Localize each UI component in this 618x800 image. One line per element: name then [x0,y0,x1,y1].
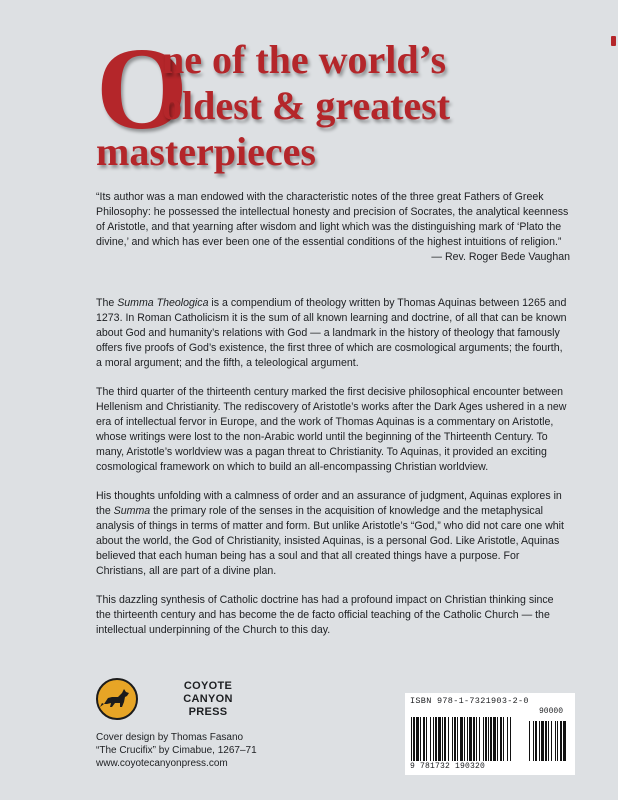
paragraph-3-start: His thoughts unfolding with a calmness of order and an assurance of judgment, Aquinas explores in the [96,490,562,517]
cover-design-credit: Cover design by Thomas Fasano [96,732,244,743]
barcode-bar [423,717,425,761]
barcode-bar [500,717,502,761]
artwork-credit: “The Crucifix” by Cimabue, 1267–71 [96,745,257,756]
corner-mark [611,36,616,46]
barcode-bar [448,717,449,761]
isbn-label: ISBN 978-1-7321903-2-0 [410,696,529,706]
publisher-name-line-2: CANYON [183,693,233,705]
addon-bar [535,721,537,761]
barcode-bar [413,717,415,761]
quote-text: “Its author was a man endowed with the characteristic notes of the three great Fathers of Greek Philosophy: he possessed the intellectual honesty and precision of Socrates, the analytical keenness of Aristotle, and that yearning after wisdom and light which was the distinguishing mark of ‘Plato the divine,’ and which has ever been one of the essential conditions of the highest intuitions of religion.” [96,191,569,248]
price-code: 90000 [539,707,564,716]
barcode-bar [467,717,468,761]
barcode-bar [469,717,472,761]
quote-block [96,190,570,265]
barcode-bar [488,717,489,761]
description [96,296,570,652]
barcode-bar [479,717,480,761]
paragraph-1-start: The [96,297,118,309]
publisher-website: www.coyotecanyonpress.com [96,758,228,769]
barcode-bar [454,717,456,761]
headline-line-1: ne of the world’s [162,37,447,82]
addon-bar [548,721,549,761]
barcode-bar [476,717,477,761]
headline-line-2: oldest & greatest [162,83,451,128]
addon-bar [551,721,552,761]
publisher-name-line-1: COYOTE [183,680,233,692]
addon-bar [539,721,540,761]
barcode-bar [411,717,412,761]
coyote-logo-icon [96,678,138,720]
barcode-bar [497,717,498,761]
barcode-bar [473,717,475,761]
paragraph-3 [96,489,570,579]
addon-bar [545,721,547,761]
headline-line-3: masterpieces [96,129,316,174]
barcode-bar [416,717,419,761]
barcode-bar [426,717,427,761]
barcode-bar [442,717,443,761]
barcode-bar [435,717,437,761]
barcode-bar [493,717,496,761]
barcode-bar [483,717,484,761]
barcode-bars [411,717,569,761]
barcode-bar [430,717,431,761]
barcode-bar [457,717,458,761]
addon-bar [557,721,558,761]
work-title: Summa Theologica [117,297,209,309]
paragraph-1 [96,296,570,371]
barcode-bar [490,717,492,761]
paragraph-3-rest: the primary role of the senses in the acquisition of knowledge and the metaphysical analysis of things in terms of matter and form. But unlike Aristotle’s “God,” who did not care one whit about the world, the God of Christianity, insisted Aquinas, is a personal God. Like Aristotle, Aquinas believed that each human being has a soul and that all created things have a purpose. For Christians, all are part of a divine plan. [96,505,564,577]
paragraph-2: The third quarter of the thirteenth century marked the first decisive philosophical encounter between Hellenism and Christianity. The rediscovery of Aristotle’s works after the Dark Ages ushered in a new era of intellectual fervor in Europe, and the work of Thomas Aquinas is a commentary on Aristotle, whose writings were lost to the non-Arabic world until the beginning of the Thirteenth Century. To many, Aristotle’s worldview was a pagan threat to Christianity. To Aquinas, it provided an exciting cosmological framework on which to build an all-encompassing Christian worldview. [96,386,567,473]
summa-title: Summa [113,505,151,517]
publisher-name [148,680,268,719]
barcode-bar [460,717,463,761]
paragraph-1-rest: is a compendium of theology written by Thomas Aquinas between 1265 and 1273. In Roman Catholicism it is the sum of all known learning and doctrine, of all that can be known about God and humanity’s relations with God — a landmark in the history of theology that famously offers five proofs of God’s existence, the first three of which are cosmological arguments; the fourth, a moral argument; and the fifth, a teleological argument. [96,297,567,369]
addon-bar [533,721,534,761]
barcode [405,693,575,775]
addon-bar [560,721,562,761]
headline-drop-cap: O [96,23,188,154]
barcode-bar [452,717,453,761]
addon-bar [555,721,556,761]
paragraph-4: This dazzling synthesis of Catholic doctrine has had a profound impact on Christian thinking since the thirteenth century and has become the de facto official teaching of the Catholic Church — the intellectual underpinning of the Church to this day. [96,594,554,636]
barcode-bar [420,717,421,761]
addon-bar [529,721,530,761]
publisher-block [96,678,296,720]
publisher-name-line-3: PRESS [188,706,228,718]
quote-attribution: — Rev. Roger Bede Vaughan [431,251,570,263]
barcode-bar [503,717,504,761]
barcode-bar [510,717,511,761]
barcode-bar [438,717,441,761]
barcode-bar [444,717,446,761]
barcode-bar [507,717,508,761]
addon-bar [541,721,544,761]
barcode-digits: 9 781732 190320 [410,762,486,771]
credits [96,731,356,770]
barcode-bar [433,717,434,761]
barcode-bar [485,717,487,761]
barcode-bar [464,717,465,761]
addon-bar [563,721,566,761]
